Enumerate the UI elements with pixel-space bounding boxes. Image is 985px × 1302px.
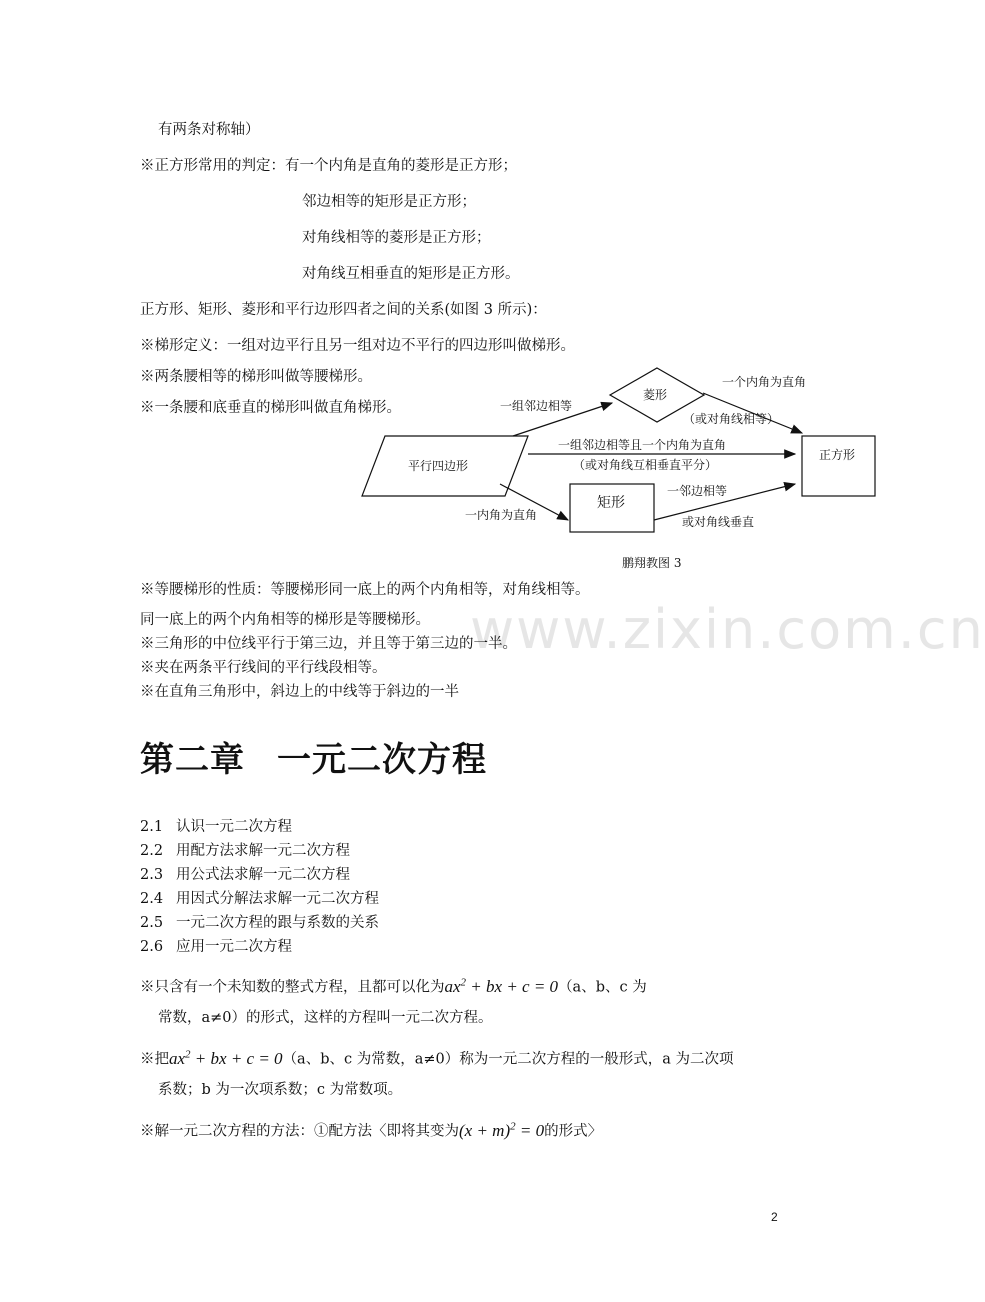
label-middle-sub: （或对角线互相垂直平分） [573, 458, 718, 472]
section-item: 2.4 用因式分解法求解一元二次方程 [140, 891, 379, 907]
chapter-number: 第二章 [140, 740, 245, 780]
equation-general-form: $ax^2$ + bx + c = 0 [444, 976, 559, 996]
text-line: ※在直角三角形中，斜边上的中线等于斜边的一半 [140, 684, 459, 700]
text-line: ※三角形的中位线平行于第三边，并且等于第三边的一半。 [140, 636, 517, 652]
rhombus-label: 菱形 [643, 388, 668, 402]
text-line: ※夹在两条平行线间的平行线段相等。 [140, 660, 387, 676]
solving-methods-paragraph: ※解一元二次方程的方法：①配方法〈即将其变为$(x + m)^2 = 0$的形式〉 [140, 1120, 603, 1140]
general-form-paragraph: ※把$ax^2$ + bx + c = 0（a、b、c 为常数，a≠0）称为一元二次方程的一般形式，a 为二次项 [140, 1048, 734, 1068]
text-line: 常数，a≠0）的形式，这样的方程叫一元二次方程。 [158, 1010, 493, 1026]
rectangle-label: 矩形 [597, 495, 625, 511]
section-item: 2.3 用公式法求解一元二次方程 [140, 867, 350, 883]
equation-general-form: $ax^2$ + bx + c = 0 [169, 1048, 283, 1068]
text-line: ※等腰梯形的性质：等腰梯形同一底上的两个内角相等，对角线相等。 [140, 582, 590, 598]
label-diag-perp: 或对角线垂直 [682, 515, 755, 529]
page-number: 2 [771, 1210, 778, 1224]
label-right-angle-top: 一个内角为直角 [722, 375, 807, 389]
chapter-title [140, 732, 487, 781]
figure-caption: 鹏翔教图 3 [622, 556, 682, 570]
section-item: 2.1 认识一元二次方程 [140, 819, 292, 835]
text-line: ※梯形定义：一组对边平行且另一组对边不平行的四边形叫做梯形。 [140, 338, 575, 354]
label-diag-equal: （或对角线相等） [683, 412, 780, 426]
definition-paragraph: ※只含有一个未知数的整式方程，且都可以化为$ax^2$ + bx + c = 0（a、b、c 为 [140, 976, 647, 996]
section-item: 2.5 一元二次方程的跟与系数的关系 [140, 915, 379, 931]
text-line: ※两条腰相等的梯形叫做等腰梯形。 [140, 369, 372, 385]
chapter-name: 一元二次方程 [277, 740, 487, 780]
section-list [140, 815, 379, 959]
label-adjacent-equal: 一组邻边相等 [500, 399, 573, 413]
text-line: 对角线互相垂直的矩形是正方形。 [302, 266, 520, 282]
text-line: ※正方形常用的判定：有一个内角是直角的菱形是正方形； [140, 158, 517, 174]
section-item: 2.2 用配方法求解一元二次方程 [140, 843, 350, 859]
label-middle: 一组邻边相等且一个内角为直角 [558, 438, 727, 452]
text-line: 系数；b 为一次项系数；c 为常数项。 [158, 1082, 403, 1098]
text-line: 正方形、矩形、菱形和平行边形四者之间的关系(如图 3 所示)： [140, 302, 547, 318]
text-line: ※一条腰和底垂直的梯形叫做直角梯形。 [140, 400, 401, 416]
watermark: www.zixin.com.cn [470, 598, 985, 661]
quadrilateral-relationship-diagram [355, 360, 895, 575]
text-line: 有两条对称轴） [158, 122, 260, 138]
equation-completed-square: $(x + m)^2 = 0$ [459, 1120, 545, 1140]
section-item: 2.6 应用一元二次方程 [140, 939, 292, 955]
parallelogram-label: 平行四边形 [408, 459, 469, 473]
label-right-angle-bottom: 一内角为直角 [465, 508, 538, 522]
label-adjacent-equal-2: 一邻边相等 [667, 484, 728, 498]
text-line: 邻边相等的矩形是正方形； [302, 194, 476, 210]
text-line: 对角线相等的菱形是正方形； [302, 230, 491, 246]
square-label: 正方形 [819, 448, 856, 462]
text-line: 同一底上的两个内角相等的梯形是等腰梯形。 [140, 612, 430, 628]
square-shape [802, 436, 875, 496]
